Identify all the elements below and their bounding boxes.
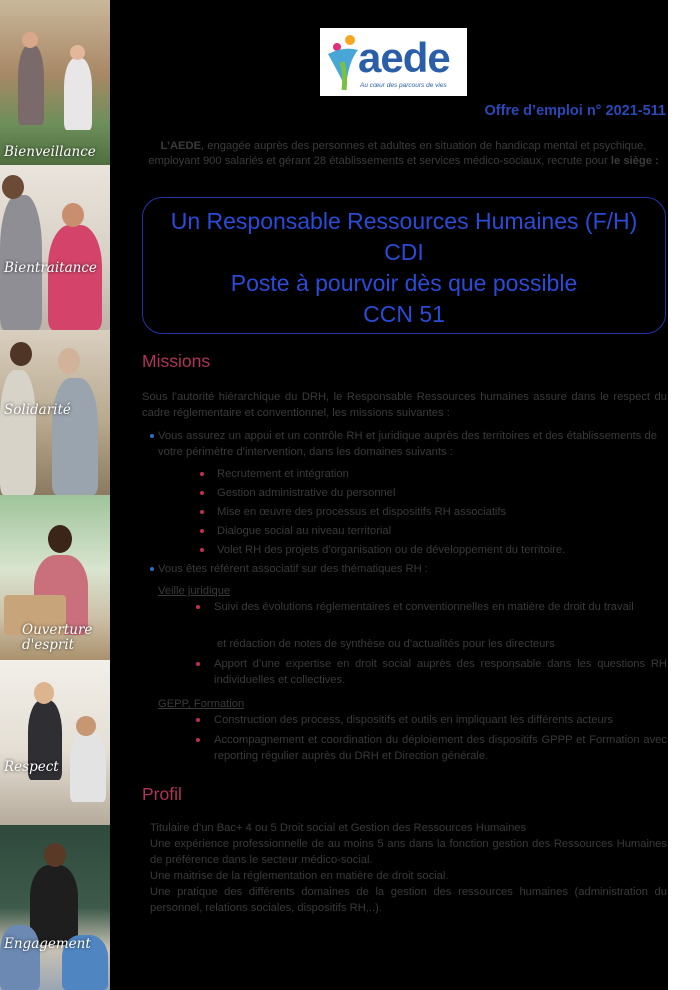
- photo-solidarite: [0, 330, 110, 495]
- gepp-item-1: Construction des process, dispositifs et outils en impliquant les différents acteurs: [214, 714, 614, 726]
- photo-bientraitance: [0, 165, 110, 330]
- caption-ouverture: [22, 623, 108, 653]
- domain-dot-5: [200, 548, 204, 552]
- veille-dot-2: [196, 662, 200, 666]
- veille-item-2: Apport d’une expertise en droit social auprès des responsable dans les questions RH individuelles et collectives.: [214, 658, 667, 686]
- photo-strip: [0, 0, 110, 990]
- job-title: Un Responsable Ressources Humaines (F/H): [170, 208, 638, 234]
- domain-dot-2: [200, 491, 204, 495]
- photo-engagement: [0, 825, 110, 990]
- missions-bullet-1: Vous assurez un appui et un contrôle RH et juridique auprès des territoires et des établissements de votre périmètre d’intervention, dans les domaines suivants :: [158, 430, 657, 458]
- job-convention: CCN 51: [363, 301, 445, 327]
- intro-text: , engagée auprès des personnes et adultes en situation de handicap mental et psychique, employant 900 salariés et gérant 28 établissements et services médico-sociaux, recrute pour: [148, 140, 647, 167]
- veille-title: Veille juridique: [158, 585, 231, 597]
- caption-bienveillance: Bienveillance: [4, 144, 96, 160]
- veille-dot-1: [196, 605, 200, 609]
- veille-item-1-cont: et rédaction de notes de synthèse ou d’actualités pour les directeurs: [217, 638, 555, 650]
- offer-number: Offre d’emploi n° 2021-511: [484, 103, 666, 119]
- missions-bullet-2: Vous êtes référent associatif sur des thématiques RH :: [158, 563, 428, 575]
- veille-item-1: Suivi des évolutions réglementaires et conventionnelles en matière de droit du travail: [214, 601, 634, 613]
- intro-target: le siège :: [610, 155, 659, 167]
- domain-item-3: Mise en œuvre des processus et dispositifs RH associatifs: [217, 506, 507, 518]
- profil-line-1: Titulaire d’un Bac+ 4 ou 5 Droit social et Gestion des Ressources Humaines: [150, 822, 527, 834]
- gepp-title: GEPP, Formation: [158, 698, 245, 710]
- domain-item-4: Dialogue social au niveau territorial: [217, 525, 392, 537]
- logo-wordmark: aede: [358, 34, 450, 81]
- domain-item-5: Volet RH des projets d’organisation ou de développement du territoire.: [217, 544, 566, 556]
- right-margin: [668, 0, 700, 990]
- gepp-item-2: Accompagnement et coordination du déploiement des dispositifs GPPP et Formation avec reporting régulier auprès du DRH et Direction générale.: [214, 734, 667, 762]
- caption-bientraitance: Bientraitance: [4, 260, 97, 276]
- gepp-dot-1: [196, 718, 200, 722]
- domain-item-1: Recrutement et intégration: [217, 468, 349, 480]
- profil-heading: Profil: [142, 784, 182, 804]
- domain-dot-3: [200, 510, 204, 514]
- job-availability: Poste à pourvoir dès que possible: [230, 270, 578, 296]
- caption-ouverture-text: Ouverture d'esprit: [22, 622, 93, 653]
- domain-item-2: Gestion administrative du personnel: [217, 487, 396, 499]
- domain-dot-4: [200, 529, 204, 533]
- logo-tagline: Au cœur des parcours de vies: [360, 82, 447, 89]
- job-contract: CDI: [384, 239, 424, 265]
- profil-line-4: Une pratique des différents domaines de la gestion des ressources humaines (administration du personnel, relations sociales, dispositifs RH,..).: [150, 886, 667, 914]
- missions-heading: Missions: [142, 351, 211, 371]
- profil-line-3: Une maitrise de la réglementation en matière de droit social.: [150, 870, 449, 882]
- photo-bienveillance: [0, 0, 110, 165]
- bullet-dot-1: [150, 434, 154, 438]
- aede-logo: [320, 28, 467, 96]
- caption-respect: Respect: [4, 759, 59, 775]
- photo-ouverture: [0, 495, 110, 660]
- org-name: L’AEDE: [160, 140, 202, 152]
- caption-engagement: Engagement: [4, 936, 91, 952]
- bullet-dot-2: [150, 567, 154, 571]
- missions-lead: Sous l’autorité hiérarchique du DRH, le Responsable Ressources humaines assure dans le respect du cadre réglementaire et conventionnel, les missions suivantes :: [142, 391, 667, 419]
- caption-solidarite: Solidarité: [4, 402, 71, 418]
- profil-line-2: Une expérience professionnelle de au moins 5 ans dans la fonction gestion des Ressources Humaines de préférence dans le secteur médico-social.: [150, 838, 667, 866]
- intro-paragraph: [140, 139, 667, 169]
- domain-dot-1: [200, 472, 204, 476]
- photo-respect: [0, 660, 110, 825]
- job-title-box: [142, 197, 666, 334]
- gepp-dot-2: [196, 738, 200, 742]
